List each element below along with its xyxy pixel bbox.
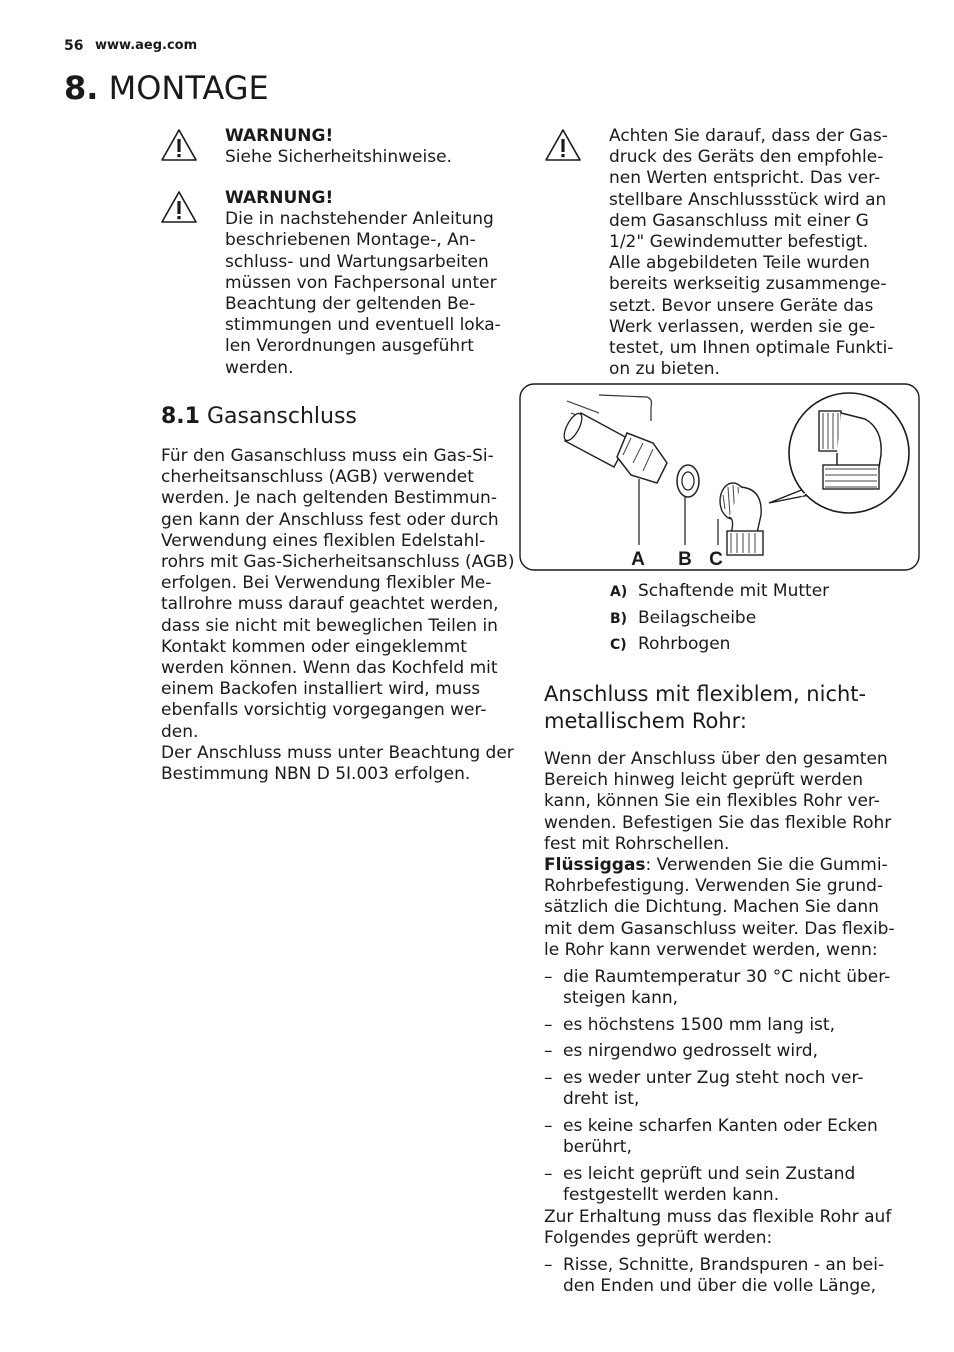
body-line: rohrs mit Gas-Sicherheitsanschluss (AGB) — [161, 552, 515, 573]
body-line: sätzlich die Dichtung. Machen Sie dann — [544, 897, 879, 918]
warning-line: werden. — [225, 357, 294, 378]
section-heading — [161, 403, 357, 431]
legend-item-a — [610, 580, 829, 603]
caution-line: Werk verlassen, werden sie ge- — [609, 316, 876, 337]
chapter-title: MONTAGE — [108, 69, 269, 107]
figure-label-c: C — [709, 549, 723, 570]
warning-title: WARNUNG! — [225, 126, 334, 146]
body-line: wenden. Befestigen Sie das flexible Rohr — [544, 812, 892, 833]
body-line: dass sie nicht mit beweglichen Teilen in — [161, 615, 498, 636]
list-item — [544, 1255, 904, 1297]
warning-icon — [544, 128, 582, 162]
caution-line: on zu bieten. — [609, 359, 720, 380]
list-line: – es nirgendwo gedrosselt wird, — [563, 1041, 818, 1062]
list-line: – die Raumtemperatur 30 °C nicht über- — [563, 966, 891, 987]
list-line: – es keine scharfen Kanten oder Ecken — [563, 1116, 878, 1137]
list-item — [544, 967, 904, 1009]
website-url: www.aeg.com — [95, 38, 198, 53]
body-line: fest mit Rohrschellen. — [544, 833, 730, 854]
section-number: 8.1 — [161, 404, 200, 429]
subsection-title-line: metallischem Rohr: — [544, 709, 747, 733]
warning-line: len Verordnungen ausgeführt — [225, 336, 474, 357]
figure-label-a: A — [631, 549, 645, 570]
flex-body — [544, 749, 904, 1303]
warning-text: Siehe Sicherheitshinweise. — [225, 147, 452, 168]
legend-text: Rohrbogen — [638, 634, 731, 654]
legend-item-b — [610, 607, 756, 630]
body-line: werden. Je nach geltenden Bestimmun- — [161, 488, 497, 509]
list-line: steigen kann, — [563, 987, 679, 1008]
body-line: le Rohr kann verwendet werden, wenn: — [544, 939, 878, 960]
caution-line: setzt. Bevor unsere Geräte das — [609, 295, 874, 316]
warning-icon — [160, 128, 198, 162]
list-item — [544, 1116, 904, 1158]
list-line: berührt, — [563, 1137, 632, 1158]
body-line: einem Backofen installiert wird, muss — [161, 679, 481, 700]
lpg-text: : Verwenden Sie die Gummi- — [645, 855, 888, 876]
gas-connection-figure — [519, 383, 921, 573]
caution-line: Achten Sie darauf, dass der Gas- — [609, 126, 888, 146]
body-line: cherheitsanschluss (AGB) verwendet — [161, 467, 474, 488]
warning-line: schluss- und Wartungsarbeiten — [225, 251, 489, 272]
body-line: werden können. Wenn das Kochfeld mit — [161, 658, 498, 679]
list-line: – es höchstens 1500 mm lang ist, — [563, 1014, 835, 1035]
warning-title: WARNUNG! — [225, 188, 334, 208]
warning-line: beschriebenen Montage-, An- — [225, 230, 476, 251]
body-line: Für den Gasanschluss muss ein Gas-Si- — [161, 446, 494, 466]
list-item — [544, 1015, 904, 1036]
caution-line: testet, um Ihnen optimale Funkti- — [609, 338, 894, 359]
page-number: 56 — [64, 38, 84, 54]
list-item — [544, 1164, 904, 1206]
figure-label-b: B — [678, 549, 692, 570]
warning-block-1 — [225, 126, 515, 168]
caution-line: Alle abgebildeten Teile wurden — [609, 253, 870, 274]
caution-line: 1/2" Gewindemutter befestigt. — [609, 232, 869, 253]
warning-line: Die in nachstehender Anleitung — [225, 209, 494, 230]
body-line: Rohrbefestigung. Verwenden Sie grund- — [544, 876, 884, 897]
section-body — [161, 446, 514, 785]
body-line: den. — [161, 721, 199, 742]
body-line: Kontakt kommen oder eingeklemmt — [161, 636, 467, 657]
body-line: tallrohre muss darauf geachtet werden, — [161, 594, 499, 615]
caution-line: nen Werten entspricht. Das ver- — [609, 168, 881, 189]
caution-line: stellbare Anschlussstück wird an — [609, 189, 887, 210]
body-line: Wenn der Anschluss über den gesamten — [544, 749, 888, 769]
lpg-label: Flüssiggas — [544, 855, 646, 876]
body-line: Bestimmung NBN D 5I.003 erfolgen. — [161, 764, 471, 785]
warning-line: stimmungen und eventuell loka- — [225, 315, 501, 336]
body-line: Zur Erhaltung muss das flexible Rohr auf — [544, 1206, 892, 1227]
list-line: – es leicht geprüft und sein Zustand — [563, 1164, 856, 1185]
body-line: Verwendung eines flexiblen Edelstahl- — [161, 530, 486, 551]
body-line: Bereich hinweg leicht geprüft werden — [544, 770, 864, 791]
legend-key: A) — [610, 584, 628, 600]
caution-text — [609, 126, 893, 380]
caution-line: dem Gasanschluss mit einer G — [609, 210, 869, 231]
caution-line: druck des Geräts den empfohle- — [609, 147, 884, 168]
body-line: mit dem Gasanschluss weiter. Das flexib- — [544, 918, 895, 939]
legend-text: Schaftende mit Mutter — [638, 581, 830, 601]
body-line: erfolgen. Bei Verwendung flexibler Me- — [161, 573, 492, 594]
list-line: den Enden und über die volle Länge, — [563, 1275, 876, 1296]
warning-line: Beachtung der geltenden Be- — [225, 294, 476, 315]
warning-icon — [160, 190, 198, 224]
chapter-number: 8. — [64, 69, 99, 107]
body-line: Folgendes geprüft werden: — [544, 1227, 773, 1248]
lpg-line — [544, 855, 904, 876]
list-line: festgestellt werden kann. — [563, 1185, 780, 1206]
chapter-heading — [64, 66, 269, 110]
subsection-heading — [544, 681, 866, 735]
list-item — [544, 1068, 904, 1110]
caution-line: bereits werkseitig zusammenge- — [609, 274, 887, 295]
list-line: dreht ist, — [563, 1089, 640, 1110]
warning-block-2 — [225, 188, 501, 379]
conditions-list — [544, 967, 904, 1207]
list-line: – es weder unter Zug steht noch ver- — [563, 1068, 864, 1089]
subsection-title-line: Anschluss mit flexiblem, nicht- — [544, 682, 867, 706]
body-line: ebenfalls vorsichtig vorgegangen wer- — [161, 700, 487, 721]
legend-text: Beilagscheibe — [638, 608, 757, 628]
list-line: – Risse, Schnitte, Brandspuren - an bei- — [563, 1254, 885, 1275]
body-line: Der Anschluss muss unter Beachtung der — [161, 742, 514, 763]
checks-list — [544, 1255, 904, 1297]
section-title: Gasanschluss — [206, 404, 357, 429]
legend-key: B) — [610, 611, 628, 627]
legend-key: C) — [610, 637, 627, 653]
list-item — [544, 1041, 904, 1062]
legend-item-c — [610, 633, 730, 656]
warning-line: müssen von Fachpersonal unter — [225, 272, 497, 293]
body-line: kann, können Sie ein flexibles Rohr ver- — [544, 791, 880, 812]
body-line: gen kann der Anschluss fest oder durch — [161, 509, 499, 530]
